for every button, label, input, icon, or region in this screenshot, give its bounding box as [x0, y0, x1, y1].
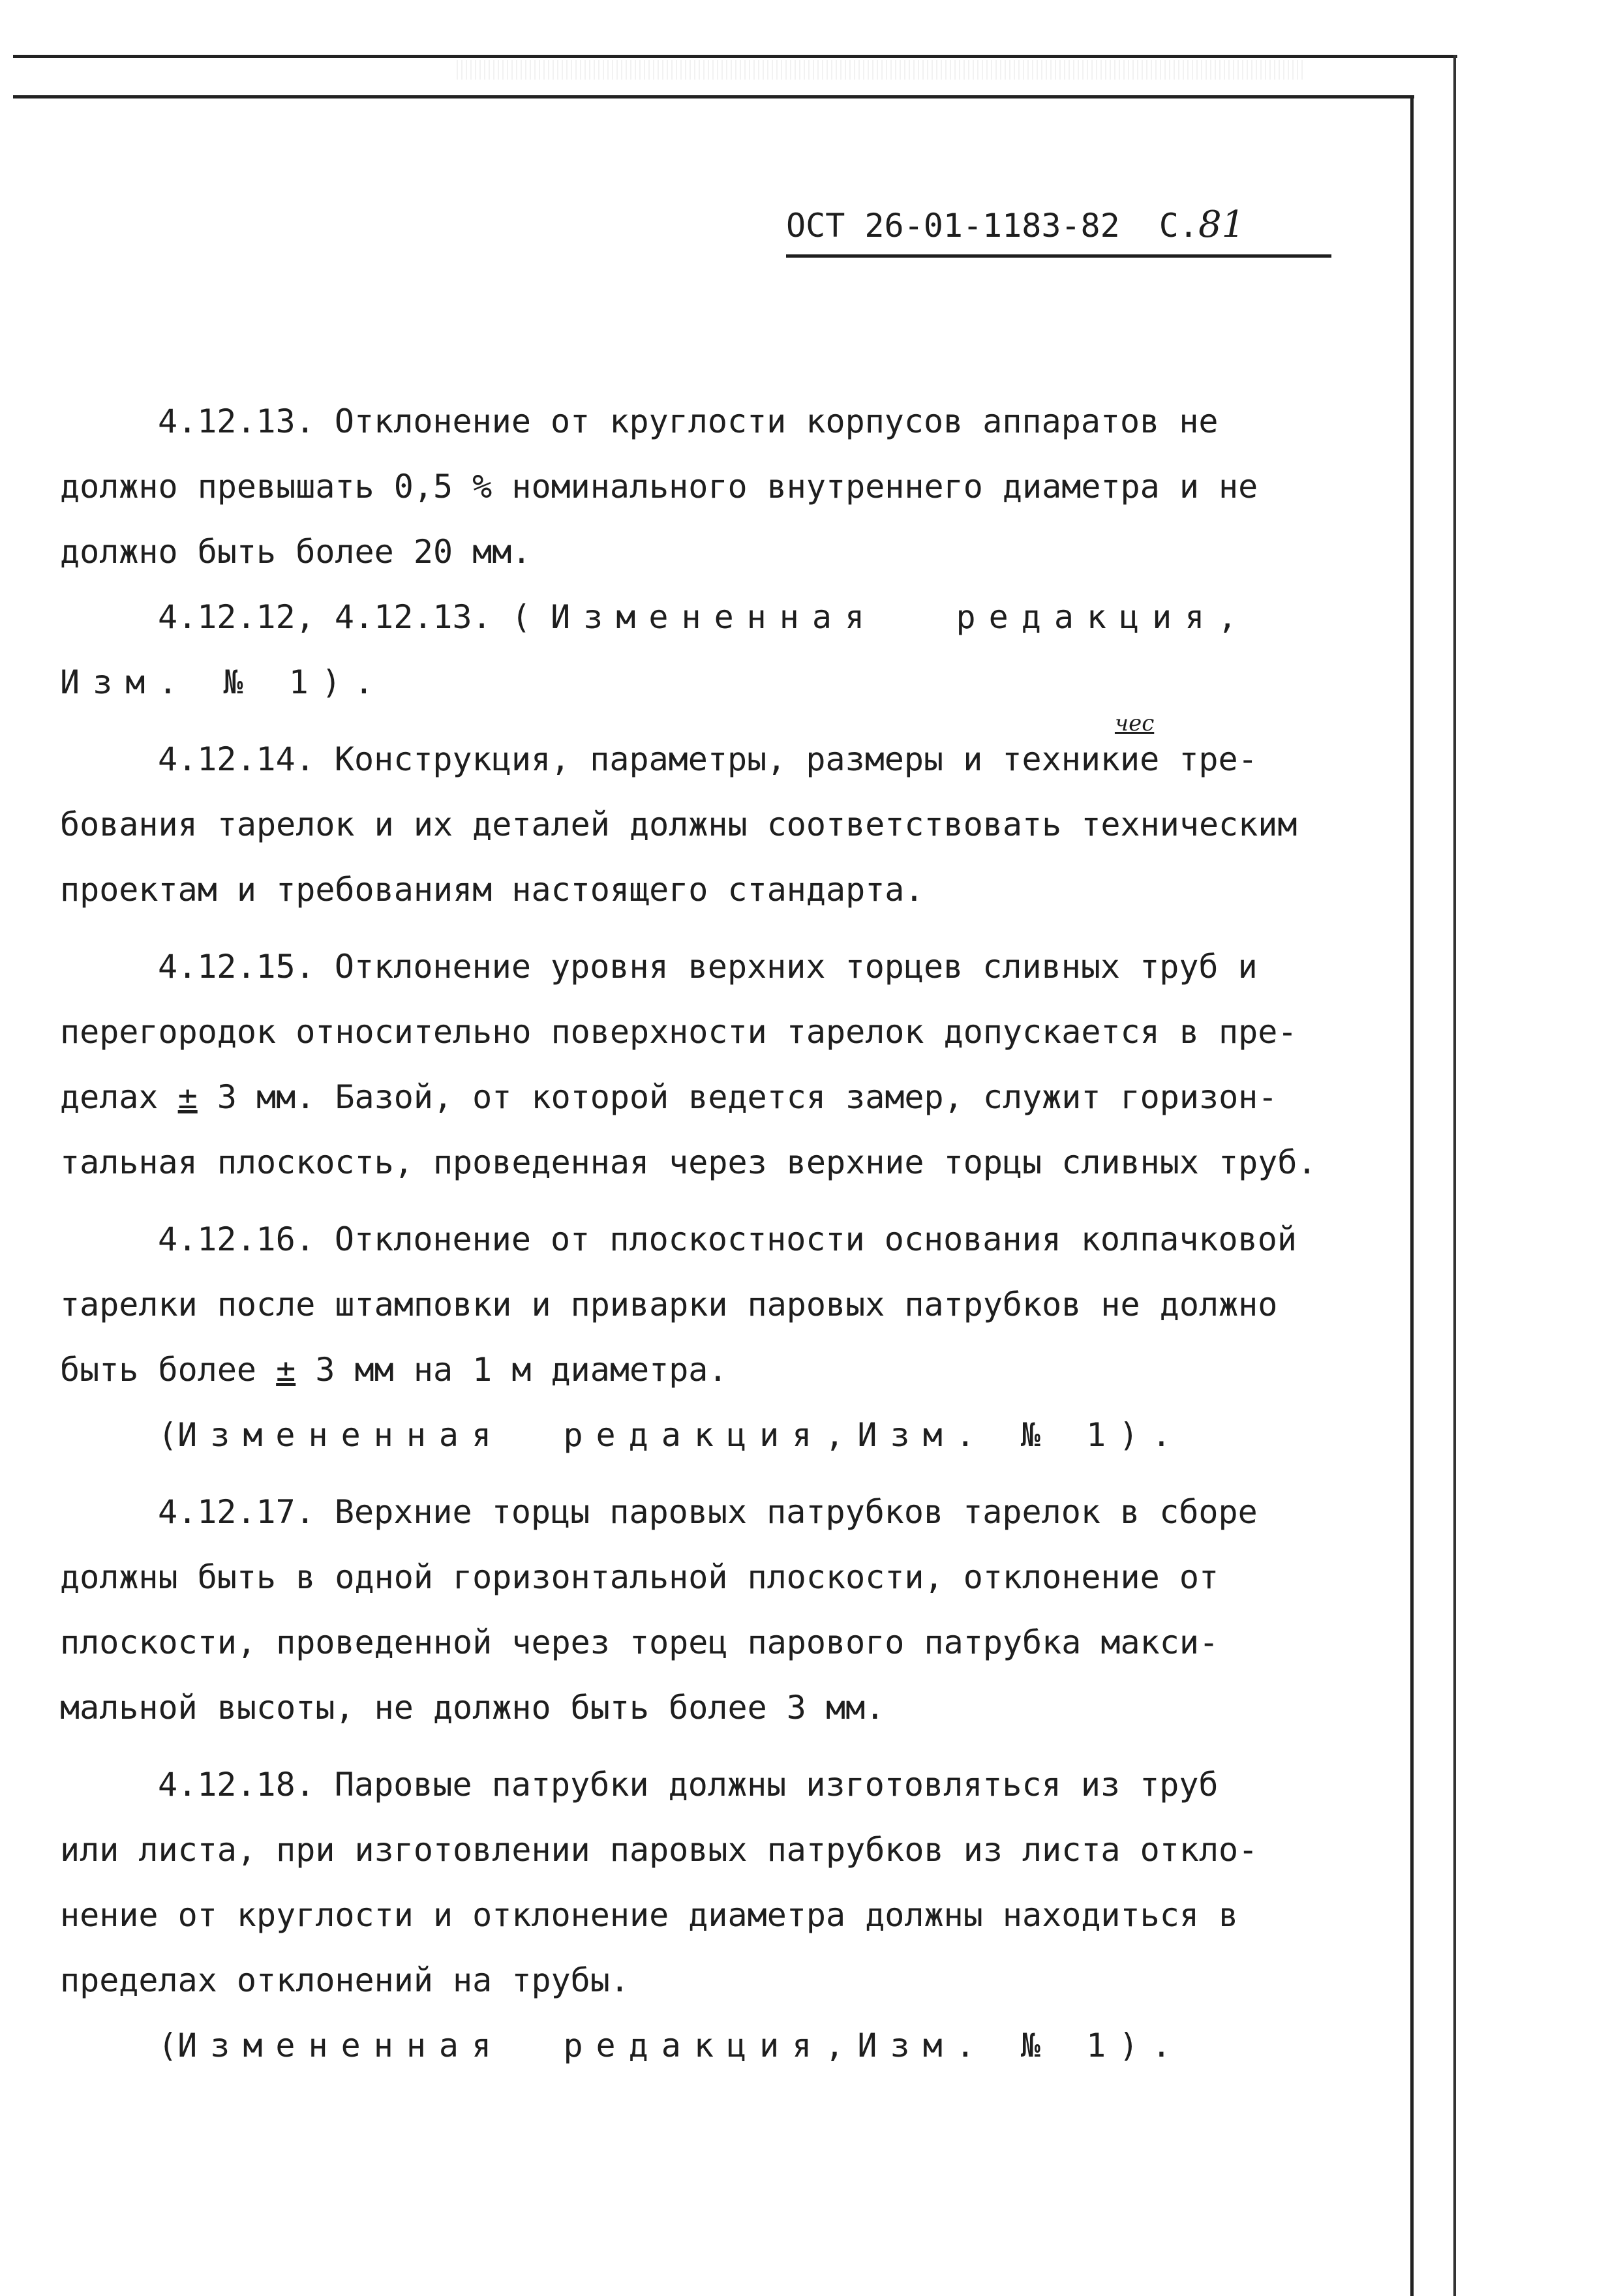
paragraph-line: нение от круглости и отклонение диаметра должны находиться в: [60, 1896, 1239, 1934]
frame-right-outer-line: [1453, 55, 1456, 2296]
frame-top-inner-line: [13, 95, 1414, 98]
paragraph-text: делах: [60, 1078, 178, 1116]
paragraph-line: должно превышать 0,5 % номинального внутреннего диаметра и не: [60, 468, 1258, 506]
amendment-text: Изм. № 1).: [857, 1416, 1185, 1454]
paragraph-line: мальной высоты, не должно быть более 3 мм.: [60, 1689, 885, 1727]
paragraph-line: должно быть более 20 мм.: [60, 533, 532, 571]
paragraph-text: 4.12.14. Конструкция, параметры, размеры и техни: [158, 740, 1100, 778]
amendment-open: (: [158, 2027, 178, 2064]
scan-noise: [457, 60, 1305, 80]
amendment-note: [60, 584, 1378, 650]
paragraph-line: [60, 1065, 1378, 1130]
amendment-word: редакция,: [563, 1416, 858, 1454]
paragraph-text: кие тре-: [1100, 740, 1258, 778]
paragraph-text: 3 мм на 1 м диаметра.: [296, 1351, 728, 1389]
amendment-text: Изм. № 1).: [857, 2027, 1185, 2064]
paragraph-line: бования тарелок и их деталей должны соответствовать техническим: [60, 806, 1297, 843]
paragraph-line: тарелки после штамповки и приварки паровых патрубков не должно: [60, 1286, 1278, 1323]
amendment-word: Измененная: [177, 1416, 505, 1454]
amendment-word: редакция,: [563, 2027, 858, 2064]
amendment-word: редакция,: [956, 598, 1251, 636]
paragraph-line: 4.12.18. Паровые патрубки должны изготовляться из труб: [158, 1766, 1219, 1804]
amendment-word: Измененная: [551, 598, 878, 636]
paragraph-line: пределах отклонений на трубы.: [60, 1961, 629, 1999]
paragraph-text: быть более: [60, 1351, 277, 1389]
paragraph-line: [60, 710, 1378, 792]
document-body: [60, 389, 1378, 2078]
plus-minus-sign: ±: [276, 1351, 296, 1389]
correction-text: чес: [1114, 710, 1155, 736]
page-header: [786, 196, 1331, 258]
paragraph-line: плоскости, проведенной через торец парового патрубка макси-: [60, 1624, 1219, 1661]
paragraph-line: 4.12.17. Верхние торцы паровых патрубков тарелок в сборе: [158, 1493, 1258, 1531]
standard-code: ОСТ 26-01-1183-82: [786, 207, 1120, 245]
frame-top-outer-line: [13, 55, 1457, 58]
frame-right-inner-line: [1410, 95, 1414, 2296]
paragraph-line: тальная плоскость, проведенная через верхние торцы сливных труб.: [60, 1143, 1317, 1181]
amendment-word: Измененная: [177, 2027, 505, 2064]
paragraph-text: 3 мм. Базой, от которой ведется замер, служит горизон-: [197, 1078, 1278, 1116]
paragraph-line: 4.12.13. Отклонение от круглости корпусов аппаратов не: [158, 402, 1219, 440]
paragraph-line: перегородок относительно поверхности тарелок допускается в пре-: [60, 1013, 1297, 1051]
amendment-note: [60, 1402, 1378, 1468]
amendment-refs: 4.12.12, 4.12.13. (: [158, 598, 531, 636]
paragraph-line: [60, 1337, 1378, 1402]
plus-minus-sign: ±: [177, 1078, 198, 1116]
page-number: 81: [1198, 204, 1245, 246]
amendment-text: Изм. № 1).: [60, 663, 387, 701]
paragraph-line: или листа, при изготовлении паровых патрубков из листа откло-: [60, 1831, 1258, 1869]
paragraph-line: 4.12.15. Отклонение уровня верхних торцев сливных труб и: [158, 948, 1258, 986]
paragraph-line: должны быть в одной горизонтальной плоскости, отклонение от: [60, 1558, 1219, 1596]
amendment-note: [60, 2013, 1378, 2078]
amendment-open: (: [158, 1416, 178, 1454]
paragraph-line: 4.12.16. Отклонение от плоскостности основания колпачковой: [158, 1220, 1297, 1258]
page-label: С.: [1159, 207, 1198, 245]
paragraph-line: проектам и требованиям настоящего стандарта.: [60, 871, 924, 909]
amendment-number: [60, 650, 1378, 715]
